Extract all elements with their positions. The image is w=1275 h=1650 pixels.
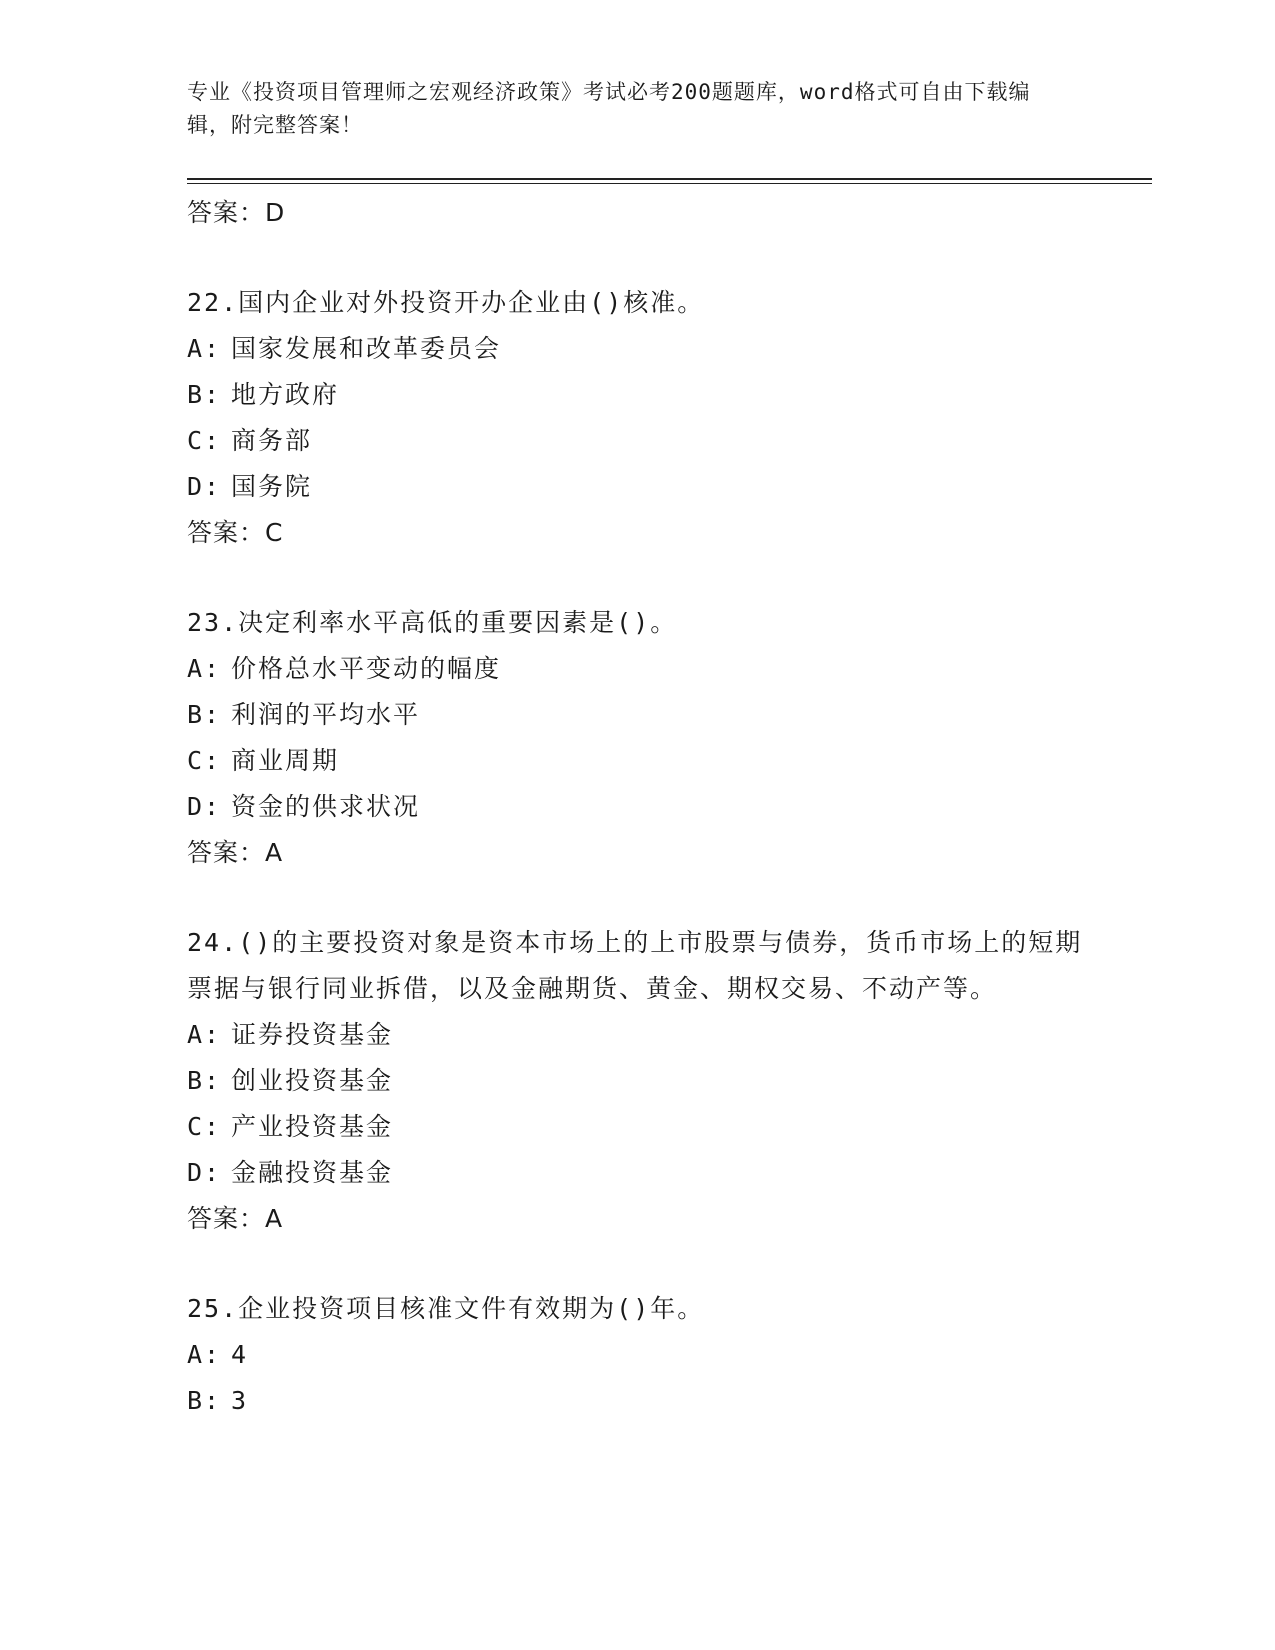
option-letter: D: [187, 1158, 222, 1187]
option-letter: B: [187, 1066, 222, 1095]
option-text: 商务部 [231, 426, 313, 455]
option-text: 国务院 [231, 472, 313, 501]
question-stem: 25.企业投资项目核准文件有效期为()年。 [187, 1294, 705, 1323]
option-letter: A: [187, 654, 222, 683]
question-23 [187, 600, 1087, 876]
question-24 [187, 920, 1087, 1242]
option-text: 商业周期 [231, 746, 340, 775]
question-stem: 24.()的主要投资对象是资本市场上的上市股票与债券，货币市场上的短期票据与银行同业拆借，以及金融期货、黄金、期权交易、不动产等。 [187, 928, 1083, 1003]
option-text: 证券投资基金 [231, 1020, 394, 1049]
question-22 [187, 280, 1087, 556]
option-letter: A: [187, 1340, 222, 1369]
question-stem: 22.国内企业对外投资开办企业由()核准。 [187, 288, 705, 317]
option-a [187, 326, 1087, 372]
option-d [187, 464, 1087, 510]
option-d [187, 784, 1087, 830]
option-text: 国家发展和改革委员会 [231, 334, 502, 363]
answer-24: 答案：A [187, 1204, 284, 1233]
option-a [187, 1332, 1087, 1378]
option-letter: D: [187, 792, 222, 821]
option-b [187, 1378, 1087, 1424]
option-letter: C: [187, 746, 222, 775]
header-rule-thin [187, 183, 1152, 184]
option-d [187, 1150, 1087, 1196]
answer-22: 答案：C [187, 518, 284, 547]
question-list [187, 190, 1087, 1468]
answer-21: 答案：D [187, 198, 286, 227]
question-stem: 23.决定利率水平高低的重要因素是()。 [187, 608, 678, 637]
option-b [187, 372, 1087, 418]
option-letter: B: [187, 1386, 222, 1415]
option-text: 创业投资基金 [231, 1066, 394, 1095]
option-c [187, 738, 1087, 784]
option-c [187, 1104, 1087, 1150]
option-text: 资金的供求状况 [231, 792, 421, 821]
option-letter: A: [187, 334, 222, 363]
option-b [187, 1058, 1087, 1104]
option-letter: B: [187, 380, 222, 409]
option-text: 利润的平均水平 [231, 700, 421, 729]
option-c [187, 418, 1087, 464]
answer-23: 答案：A [187, 838, 284, 867]
option-letter: C: [187, 1112, 222, 1141]
option-text: 地方政府 [231, 380, 340, 409]
option-a [187, 1012, 1087, 1058]
option-text: 4 [231, 1340, 249, 1369]
option-letter: A: [187, 1020, 222, 1049]
option-b [187, 692, 1087, 738]
option-a [187, 646, 1087, 692]
option-letter: D: [187, 472, 222, 501]
document-header: 专业《投资项目管理师之宏观经济政策》考试必考200题题库，word格式可自由下载编辑，附完整答案！ [187, 80, 1031, 137]
option-text: 金融投资基金 [231, 1158, 394, 1187]
option-text: 产业投资基金 [231, 1112, 394, 1141]
option-letter: C: [187, 426, 222, 455]
option-text: 价格总水平变动的幅度 [231, 654, 502, 683]
option-text: 3 [231, 1386, 249, 1415]
question-25 [187, 1286, 1087, 1424]
header-rule-thick [187, 178, 1152, 180]
option-letter: B: [187, 700, 222, 729]
